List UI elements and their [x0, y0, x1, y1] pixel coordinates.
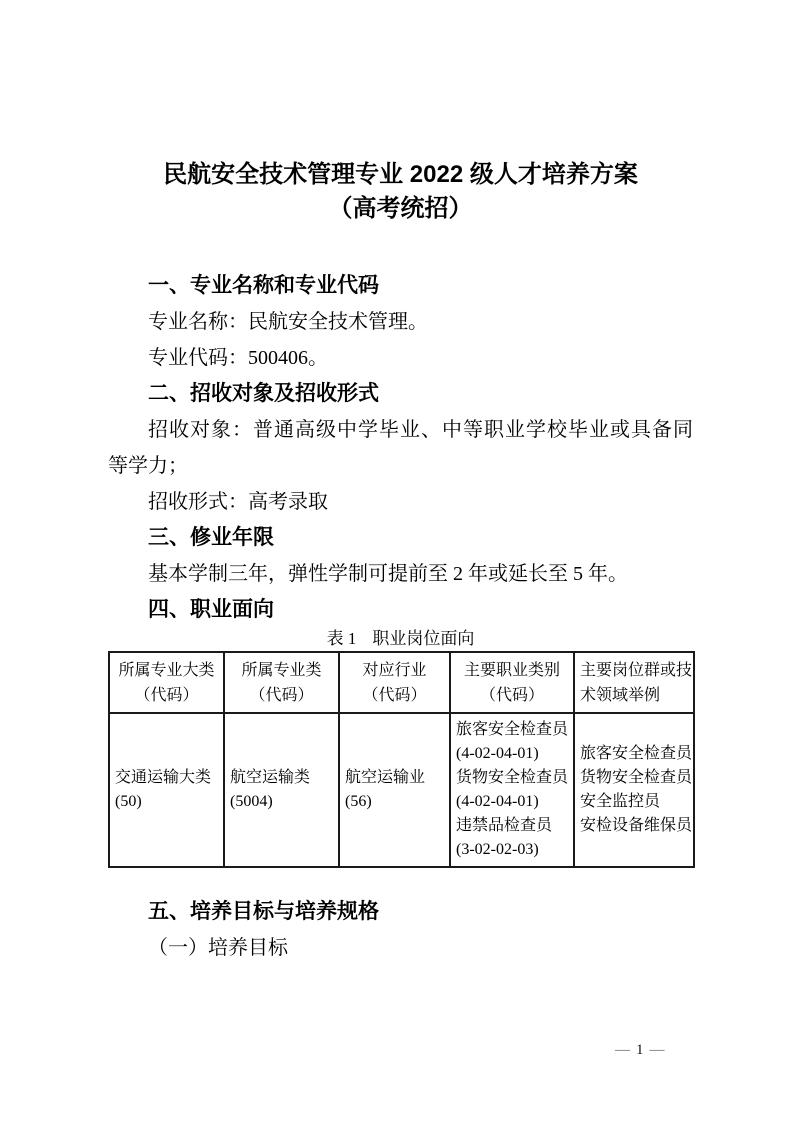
header-major-class: 所属专业类 （代码） [224, 652, 339, 713]
cell-post-examples: 旅客安全检查员 货物安全检查员 安全监控员 安检设备维保员 [574, 713, 694, 867]
header-occupation-type: 主要职业类别 （代码） [450, 652, 574, 713]
cell-major-category: 交通运输大类 (50) [109, 713, 224, 867]
document-title [108, 158, 693, 226]
career-orientation-table [108, 651, 695, 868]
document-content [108, 158, 693, 966]
heading-section-4: 四、职业面向 [148, 598, 274, 621]
header-post-examples: 主要岗位群或技 术领域举例 [574, 652, 694, 713]
paragraph-enroll-form: 招收形式：高考录取 [148, 491, 328, 513]
heading-section-2: 二、招收对象及招收形式 [148, 382, 379, 405]
table-caption-title: 职业岗位面向 [372, 629, 475, 648]
title-line-2: （高考统招） [328, 195, 473, 222]
title-line-1: 民航安全技术管理专业 2022 级人才培养方案 [163, 161, 638, 188]
heading-section-3: 三、修业年限 [148, 526, 274, 549]
paragraph-enroll-target-line1: 招收对象：普通高级中学毕业、中等职业学校毕业或具备同 [148, 419, 693, 441]
heading-section-1: 一、专业名称和专业代码 [148, 274, 379, 297]
page-number-right-dash: — [649, 1042, 666, 1058]
cell-occupation-type: 旅客安全检查员 (4-02-04-01) 货物安全检查员 (4-02-04-01) 违禁品检查员 (3-02-02-03) [450, 713, 574, 867]
header-industry: 对应行业 （代码） [339, 652, 450, 713]
paragraph-enroll-target-line2: 等学力； [108, 455, 188, 477]
heading-section-5: 五、培养目标与培养规格 [148, 900, 379, 923]
table-caption [108, 628, 693, 650]
page-number: — 1 — [610, 1042, 671, 1059]
header-major-category: 所属专业大类 （代码） [109, 652, 224, 713]
page-number-left-dash: — [615, 1042, 631, 1058]
table-body-row [109, 713, 694, 867]
subheading-training-goal: （一）培养目标 [148, 937, 288, 959]
paragraph-major-name: 专业名称：民航安全技术管理。 [148, 311, 428, 333]
cell-industry: 航空运输业 (56) [339, 713, 450, 867]
table-header-row [109, 652, 694, 713]
paragraph-major-code: 专业代码：500406。 [148, 347, 328, 369]
table-caption-label: 表 1 [326, 629, 357, 648]
paragraph-duration: 基本学制三年，弹性学制可提前至 2 年或延长至 5 年。 [148, 563, 628, 585]
cell-major-class: 航空运输类 (5004) [224, 713, 339, 867]
